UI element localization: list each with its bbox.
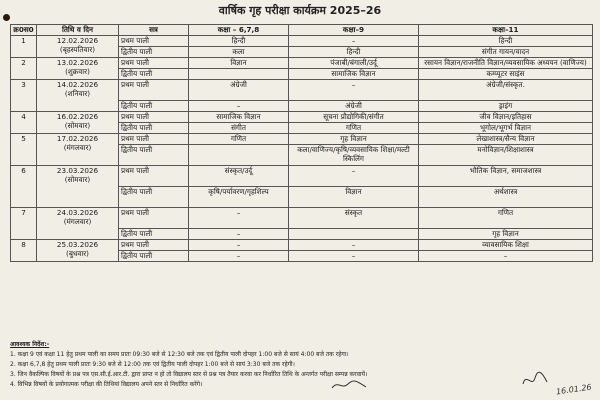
signature	[520, 370, 550, 390]
serial-cell: 3	[11, 80, 37, 112]
date-text: 12.02.2026	[56, 36, 99, 45]
instructions	[10, 340, 570, 390]
schedule-table	[10, 24, 593, 262]
class-9-cell: गृह विज्ञान	[289, 134, 419, 145]
session-cell: द्वितीय पाली	[119, 229, 189, 240]
class-678-cell: विज्ञान	[189, 58, 289, 69]
date-cell	[37, 112, 119, 134]
class-11-cell: अर्थशास्त्र	[419, 187, 593, 208]
serial-cell: 8	[11, 240, 37, 262]
header-class-678: कक्षा – 6,7,8	[189, 25, 289, 36]
class-678-cell	[189, 69, 289, 80]
session-cell: द्वितीय पाली	[119, 69, 189, 80]
class-11-cell: अंग्रेजी/संस्कृत.	[419, 80, 593, 101]
date-cell	[37, 134, 119, 166]
day-text: (सोमवार)	[64, 121, 91, 130]
class-9-cell: पंजाबी/बंगाली/उर्दू	[289, 58, 419, 69]
session-cell: प्रथम पाली	[119, 80, 189, 101]
page-title: वार्षिक गृह परीक्षा कार्यक्रम 2025–26	[218, 4, 382, 17]
header-serial: क्र0स0	[11, 25, 37, 36]
class-11-cell: गणित	[419, 208, 593, 229]
class-11-cell: भूगोल/भूगर्भ विज्ञान	[419, 123, 593, 134]
class-9-cell: –	[289, 240, 419, 251]
class-678-cell: –	[189, 101, 289, 112]
day-text: (शुक्रवार)	[65, 67, 90, 76]
class-678-cell: संस्कृत/उर्दू	[189, 166, 289, 187]
date-cell	[37, 80, 119, 112]
class-678-cell: सामाजिक विज्ञान	[189, 112, 289, 123]
date-text: 13.02.2026	[56, 58, 99, 67]
session-cell: द्वितीय पाली	[119, 101, 189, 112]
class-678-cell: –	[189, 208, 289, 229]
class-9-cell: –	[289, 251, 419, 262]
class-11-cell: ड्राइंग	[419, 101, 593, 112]
date-text: 14.02.2026	[56, 80, 99, 89]
day-text: (मंगलवार)	[63, 143, 92, 152]
date-text: 25.03.2026	[56, 240, 99, 249]
class-678-cell: –	[189, 251, 289, 262]
class-678-cell: संगीत	[189, 123, 289, 134]
header-class-9: कक्षा–9	[289, 25, 419, 36]
serial-cell: 5	[11, 134, 37, 166]
class-678-cell: अंग्रेजी	[189, 80, 289, 101]
class-11-cell: जीव विज्ञान/इतिहास	[419, 112, 593, 123]
session-cell: प्रथम पाली	[119, 166, 189, 187]
table-row	[11, 134, 593, 145]
serial-cell: 6	[11, 166, 37, 208]
class-9-cell: विज्ञान	[289, 187, 419, 208]
session-cell: द्वितीय पाली	[119, 145, 189, 166]
session-cell: द्वितीय पाली	[119, 123, 189, 134]
day-text: (सोमवार)	[64, 175, 91, 184]
session-cell: द्वितीय पाली	[119, 187, 189, 208]
day-text: (बुधवार)	[66, 249, 89, 258]
class-11-cell: कम्प्यूटर साइंस	[419, 69, 593, 80]
instruction-item: 2. कक्षा 6,7,8 हेतु प्रथम पाली प्रातः 9:30 बजे से 12:00 तक एवं द्वितीय पाली दोपहर 1:00 बजे से सायं 3:30 बजे तक रहेगी।	[10, 361, 295, 368]
class-678-cell: कला	[189, 47, 289, 58]
class-678-cell: कृषि/पर्यावरण/गृहशिल्प	[189, 187, 289, 208]
class-11-cell: –	[419, 251, 593, 262]
table-row	[11, 112, 593, 123]
date-text: 17.02.2026	[56, 134, 99, 143]
date-text: 24.03.2026	[56, 208, 99, 217]
session-cell: द्वितीय पाली	[119, 251, 189, 262]
table-row	[11, 36, 593, 47]
serial-cell: 4	[11, 112, 37, 134]
instruction-item: 1. कक्षा 9 एवं कक्षा 11 हेतु प्रथम पाली का समय प्रातः 09:30 बजे से 12:30 बजे तक एवं द्वितीय पाली दोपहर 1:00 बजे से सायं 4:00 बजे तक रहेगा।	[10, 351, 349, 358]
class-11-cell: लेखाशास्त्र/सैन्य विज्ञान	[419, 134, 593, 145]
serial-cell: 7	[11, 208, 37, 240]
class-9-cell: सूचना प्रौद्योगिकी/संगीत	[289, 112, 419, 123]
session-cell: प्रथम पाली	[119, 134, 189, 145]
serial-cell: 2	[11, 58, 37, 80]
class-11-cell: मनोविज्ञान/शिक्षाशास्त्र	[419, 145, 593, 166]
table-row	[11, 166, 593, 187]
schedule-body	[11, 36, 593, 262]
table-row	[11, 58, 593, 69]
instructions-heading: आवश्यक निर्देश:-	[10, 341, 50, 348]
date-cell	[37, 36, 119, 58]
day-text: (मंगलवार)	[63, 217, 92, 226]
day-text: (शनिवार)	[64, 89, 91, 98]
class-9-cell: –	[289, 80, 419, 101]
class-9-cell: संस्कृत	[289, 208, 419, 229]
class-9-cell: –	[289, 166, 419, 187]
date-cell	[37, 58, 119, 80]
class-9-cell: हिन्दी	[289, 47, 419, 58]
class-9-cell: गणित	[289, 123, 419, 134]
table-row	[11, 80, 593, 101]
instruction-item: 4. विभिन्न विषयों के प्रयोगात्मक परीक्षा की तिथियां विद्यालय अपने स्तर से निर्धारित करेंगे।	[10, 381, 203, 388]
session-cell: द्वितीय पाली	[119, 47, 189, 58]
session-cell: प्रथम पाली	[119, 208, 189, 229]
class-678-cell	[189, 145, 289, 166]
date-cell	[37, 240, 119, 262]
class-9-cell: कला/वाणिज्य/कृषि/व्यवसायिक शिक्षा/मल्टी स्किलिंग	[289, 145, 419, 166]
class-678-cell: हिन्दी	[189, 36, 289, 47]
table-row	[11, 208, 593, 229]
session-cell: प्रथम पाली	[119, 58, 189, 69]
date-text: 23.03.2026	[56, 166, 99, 175]
class-9-cell	[289, 229, 419, 240]
date-cell	[37, 208, 119, 240]
table-row	[11, 240, 593, 251]
session-cell: प्रथम पाली	[119, 112, 189, 123]
class-678-cell: –	[189, 229, 289, 240]
signature	[330, 378, 370, 392]
class-11-cell: भौतिक विज्ञान, समाजशास्त्र	[419, 166, 593, 187]
class-9-cell: सामाजिक विज्ञान	[289, 69, 419, 80]
header-session: सत्र	[119, 25, 189, 36]
handwritten-date: 16.01.26	[555, 382, 593, 397]
class-678-cell: –	[189, 240, 289, 251]
serial-cell: 1	[11, 36, 37, 58]
class-11-cell: गृह विज्ञान	[419, 229, 593, 240]
table-header-row	[11, 25, 593, 36]
date-text: 16.02.2026	[56, 112, 99, 121]
class-11-cell: व्यावसायिक शिक्षा	[419, 240, 593, 251]
date-cell	[37, 166, 119, 208]
day-text: (बृहस्पतिवार)	[59, 45, 96, 54]
class-11-cell: रसायन विज्ञान/राजनीति विज्ञान/व्यवसायिक अध्ययन (वाणिज्य)	[419, 58, 593, 69]
class-9-cell: अंग्रेजी	[289, 101, 419, 112]
instruction-item: 3. जिन वैकल्पिक विषयों के प्रश्न पत्र एस.सी.ई.आर.टी. द्वारा प्राप्त न हो तो विद्यालय स्तर से प्रश्न पत्र तैयार करवा कर निर्धारित तिथि के अन्तर्गत परीक्षा सम्पन्न करवायें।	[10, 371, 368, 378]
session-cell: प्रथम पाली	[119, 36, 189, 47]
class-9-cell: –	[289, 36, 419, 47]
class-11-cell: संगीत गायन/वादन	[419, 47, 593, 58]
session-cell: प्रथम पाली	[119, 240, 189, 251]
header-date-day: तिथि व दिन	[37, 25, 119, 36]
header-class-11: कक्षा–11	[419, 25, 593, 36]
class-678-cell: गणित	[189, 134, 289, 145]
class-11-cell: हिन्दी	[419, 36, 593, 47]
